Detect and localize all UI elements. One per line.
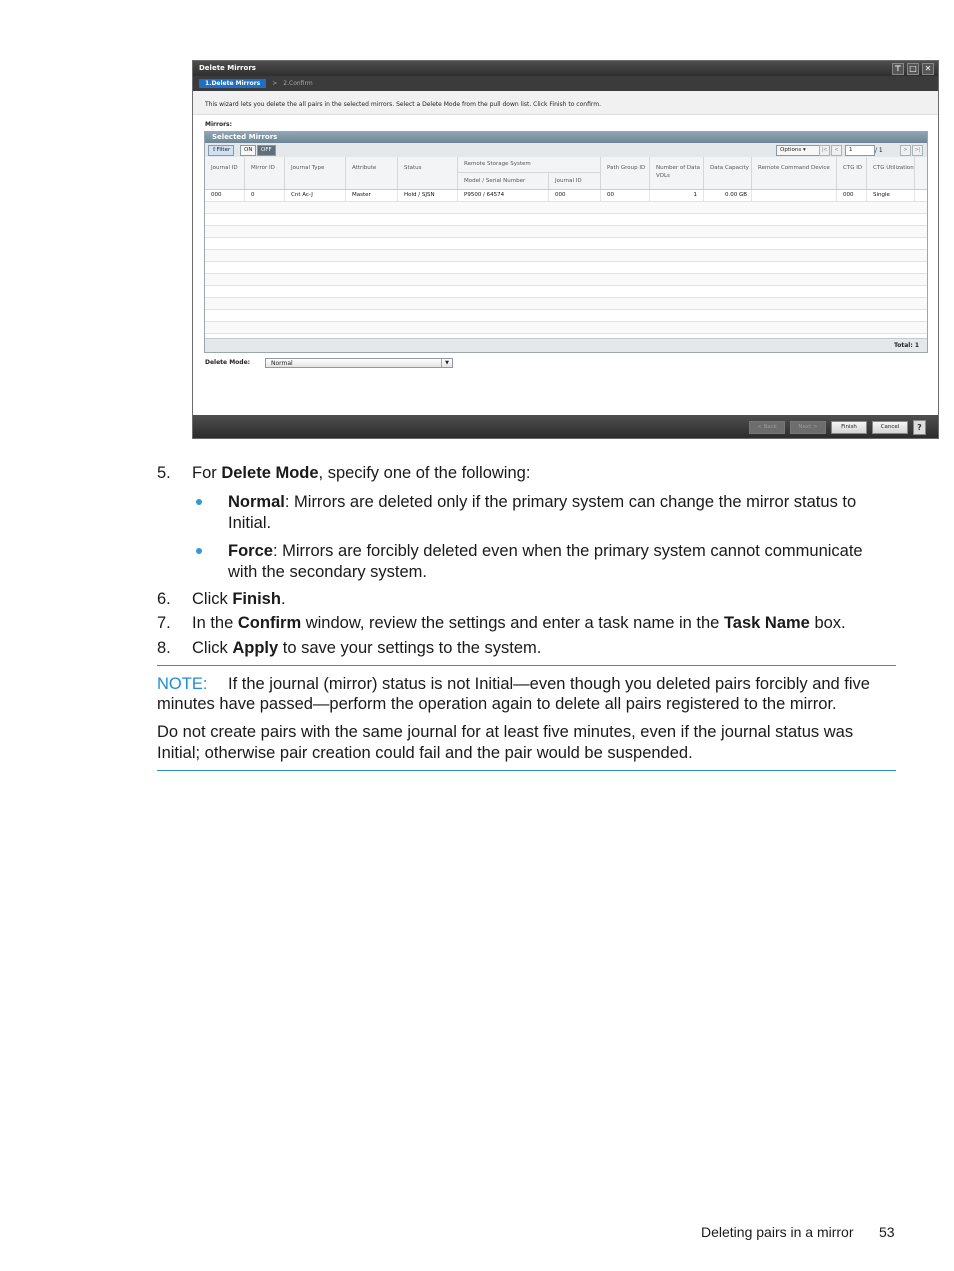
bullet-bold-term: Force [228,542,273,560]
cell-attribute: Master [346,190,398,201]
step-confirm: 2.Confirm [283,80,313,87]
empty-row [205,214,927,226]
next-button[interactable]: Next > [790,421,826,434]
step-number: 6. [157,590,171,608]
next-page-icon[interactable]: > [900,145,911,156]
step-text: to save your settings to the system. [278,639,542,657]
finish-button[interactable]: Finish [831,421,867,434]
chevron-down-icon: ▼ [441,359,452,367]
note-line1: If the journal (mirror) status is not Initial—even though you deleted pairs forcibly and five [228,675,870,693]
bullet-text: : Mirrors are deleted only if the primary system can change the mirror status to [284,493,857,511]
step-delete-mirrors: 1.Delete Mirrors [199,79,266,88]
cell-model-serial: P9500 / 64574 [458,190,549,201]
page-number: 53 [879,1224,895,1240]
col-ctg-utilization[interactable]: CTG Utilization [867,157,915,189]
col-group-remote-storage: Remote Storage System [458,157,601,173]
footer-section-title: Deleting pairs in a mirror [701,1224,854,1240]
cell-journal-id: 000 [205,190,245,201]
step-number: 5. [157,464,171,482]
step-6-text [192,589,286,610]
col-data-capacity[interactable]: Data Capacity [704,157,752,189]
empty-row [205,238,927,250]
step-text: window, review the settings and enter a task name in the [301,614,724,632]
table-header [205,157,927,190]
table-toolbar [205,143,927,158]
note-bottom-rule [157,770,896,771]
col-model-serial[interactable]: Model / Serial Number [458,173,549,189]
bullet-icon [196,548,202,554]
cell-number-of-data-vols: 1 [650,190,704,201]
cell-mirror-id: 0 [245,190,285,201]
col-attribute[interactable]: Attribute [346,157,398,189]
step-text: In the [192,614,238,632]
wizard-description: This wizard lets you delete the all pairs in the selected mirrors. Select a Delete Mode from the pull down list. Click Finish to confirm. [193,91,938,115]
col-journal-id[interactable]: Journal ID [205,157,245,189]
empty-row [205,262,927,274]
table-row[interactable] [205,190,927,202]
page-number-input[interactable]: 1 [845,145,875,156]
col-remote-command-device[interactable]: Remote Command Device [752,157,837,189]
last-page-icon[interactable]: >| [912,145,923,156]
cell-path-group-id: 00 [601,190,650,201]
col-ctg-id[interactable]: CTG ID [837,157,867,189]
filter-off-button[interactable]: OFF [257,145,276,156]
maximize-icon[interactable]: □ [907,63,919,75]
pin-icon[interactable]: ⊤ [892,63,904,75]
col-remote-journal-id[interactable]: Journal ID [549,173,601,189]
empty-row [205,202,927,214]
close-icon[interactable]: ✕ [922,63,934,75]
bullet-force-line2: with the secondary system. [228,563,427,581]
table-body [205,190,927,346]
filter-button[interactable]: ⇧Filter [208,145,234,156]
cell-ctg-id: 000 [837,190,867,201]
cell-remote-command-device [752,190,837,201]
step-5-text [192,463,530,484]
cancel-button[interactable]: Cancel [872,421,908,434]
dialog-footer [193,415,938,438]
col-path-group-id[interactable]: Path Group ID [601,157,650,189]
bullet-normal-line1 [228,492,856,513]
page-of-label: / 1 [875,147,883,154]
empty-row [205,298,927,310]
step-text: , specify one of the following: [318,464,531,482]
dialog-title: Delete Mirrors [199,64,256,72]
empty-row [205,274,927,286]
col-mirror-id[interactable]: Mirror ID [245,157,285,189]
step-separator: > [272,80,278,87]
step-text: Click [192,639,233,657]
window-controls [892,63,934,75]
step-bold-term: Delete Mode [221,464,319,482]
bullet-icon [196,499,202,505]
step-bold-term: Confirm [237,614,302,632]
empty-row [205,286,927,298]
empty-row [205,226,927,238]
delete-mirrors-dialog [192,60,939,439]
back-button[interactable]: < Back [749,421,785,434]
note-para2-line2: Initial; otherwise pair creation could fail and the pair would be suspended. [157,744,693,762]
note-top-rule [157,665,896,666]
step-bold-term: Finish [232,590,281,608]
delete-mode-value: Normal [271,360,293,367]
cell-ctg-utilization: Single [867,190,915,201]
cell-remote-journal-id: 000 [549,190,601,201]
step-text: For [192,464,222,482]
mirrors-label: Mirrors: [205,121,232,128]
col-status[interactable]: Status [398,157,458,189]
note-para2-line1: Do not create pairs with the same journal for at least five minutes, even if the journal status was [157,723,854,741]
bullet-normal-line2: Initial. [228,514,272,532]
bullet-force-line1 [228,541,863,562]
note-line2: minutes have passed—perform the operation again to delete all pairs registered to the mirror. [157,695,837,713]
delete-mode-select[interactable] [265,358,453,368]
step-text: Click [192,590,233,608]
step-number: 8. [157,639,171,657]
table-total: Total: 1 [205,338,927,352]
wizard-steps [193,76,938,91]
step-bold-term: Task Name [723,614,810,632]
empty-row [205,250,927,262]
filter-on-button[interactable]: ON [240,145,256,156]
cell-status: Hold / SJSN [398,190,458,201]
step-text: . [280,590,286,608]
mirrors-table [205,157,927,346]
delete-mode-label: Delete Mode: [205,359,251,366]
help-icon[interactable]: ? [913,420,926,435]
empty-row [205,310,927,322]
empty-row [205,322,927,334]
bullet-bold-term: Normal [228,493,285,511]
step-number: 7. [157,614,171,632]
options-dropdown[interactable]: Options ▾ [776,145,824,156]
note-label: NOTE: [157,675,208,693]
selected-mirrors-panel [204,131,928,353]
cell-journal-type: Cnt Ac-J [285,190,346,201]
first-page-icon[interactable]: |< [819,145,830,156]
panel-title: Selected Mirrors [205,132,927,143]
prev-page-icon[interactable]: < [831,145,842,156]
cell-data-capacity: 0.00 GB [704,190,752,201]
col-journal-type[interactable]: Journal Type [285,157,346,189]
bullet-text: : Mirrors are forcibly deleted even when the primary system cannot communicate [272,542,863,560]
dialog-title-bar [193,61,938,76]
step-8-text [192,638,541,659]
col-number-of-data-vols[interactable]: Number of Data VOLs [650,157,704,189]
step-text: box. [809,614,846,632]
step-7-text [192,613,846,634]
step-bold-term: Apply [232,639,279,657]
